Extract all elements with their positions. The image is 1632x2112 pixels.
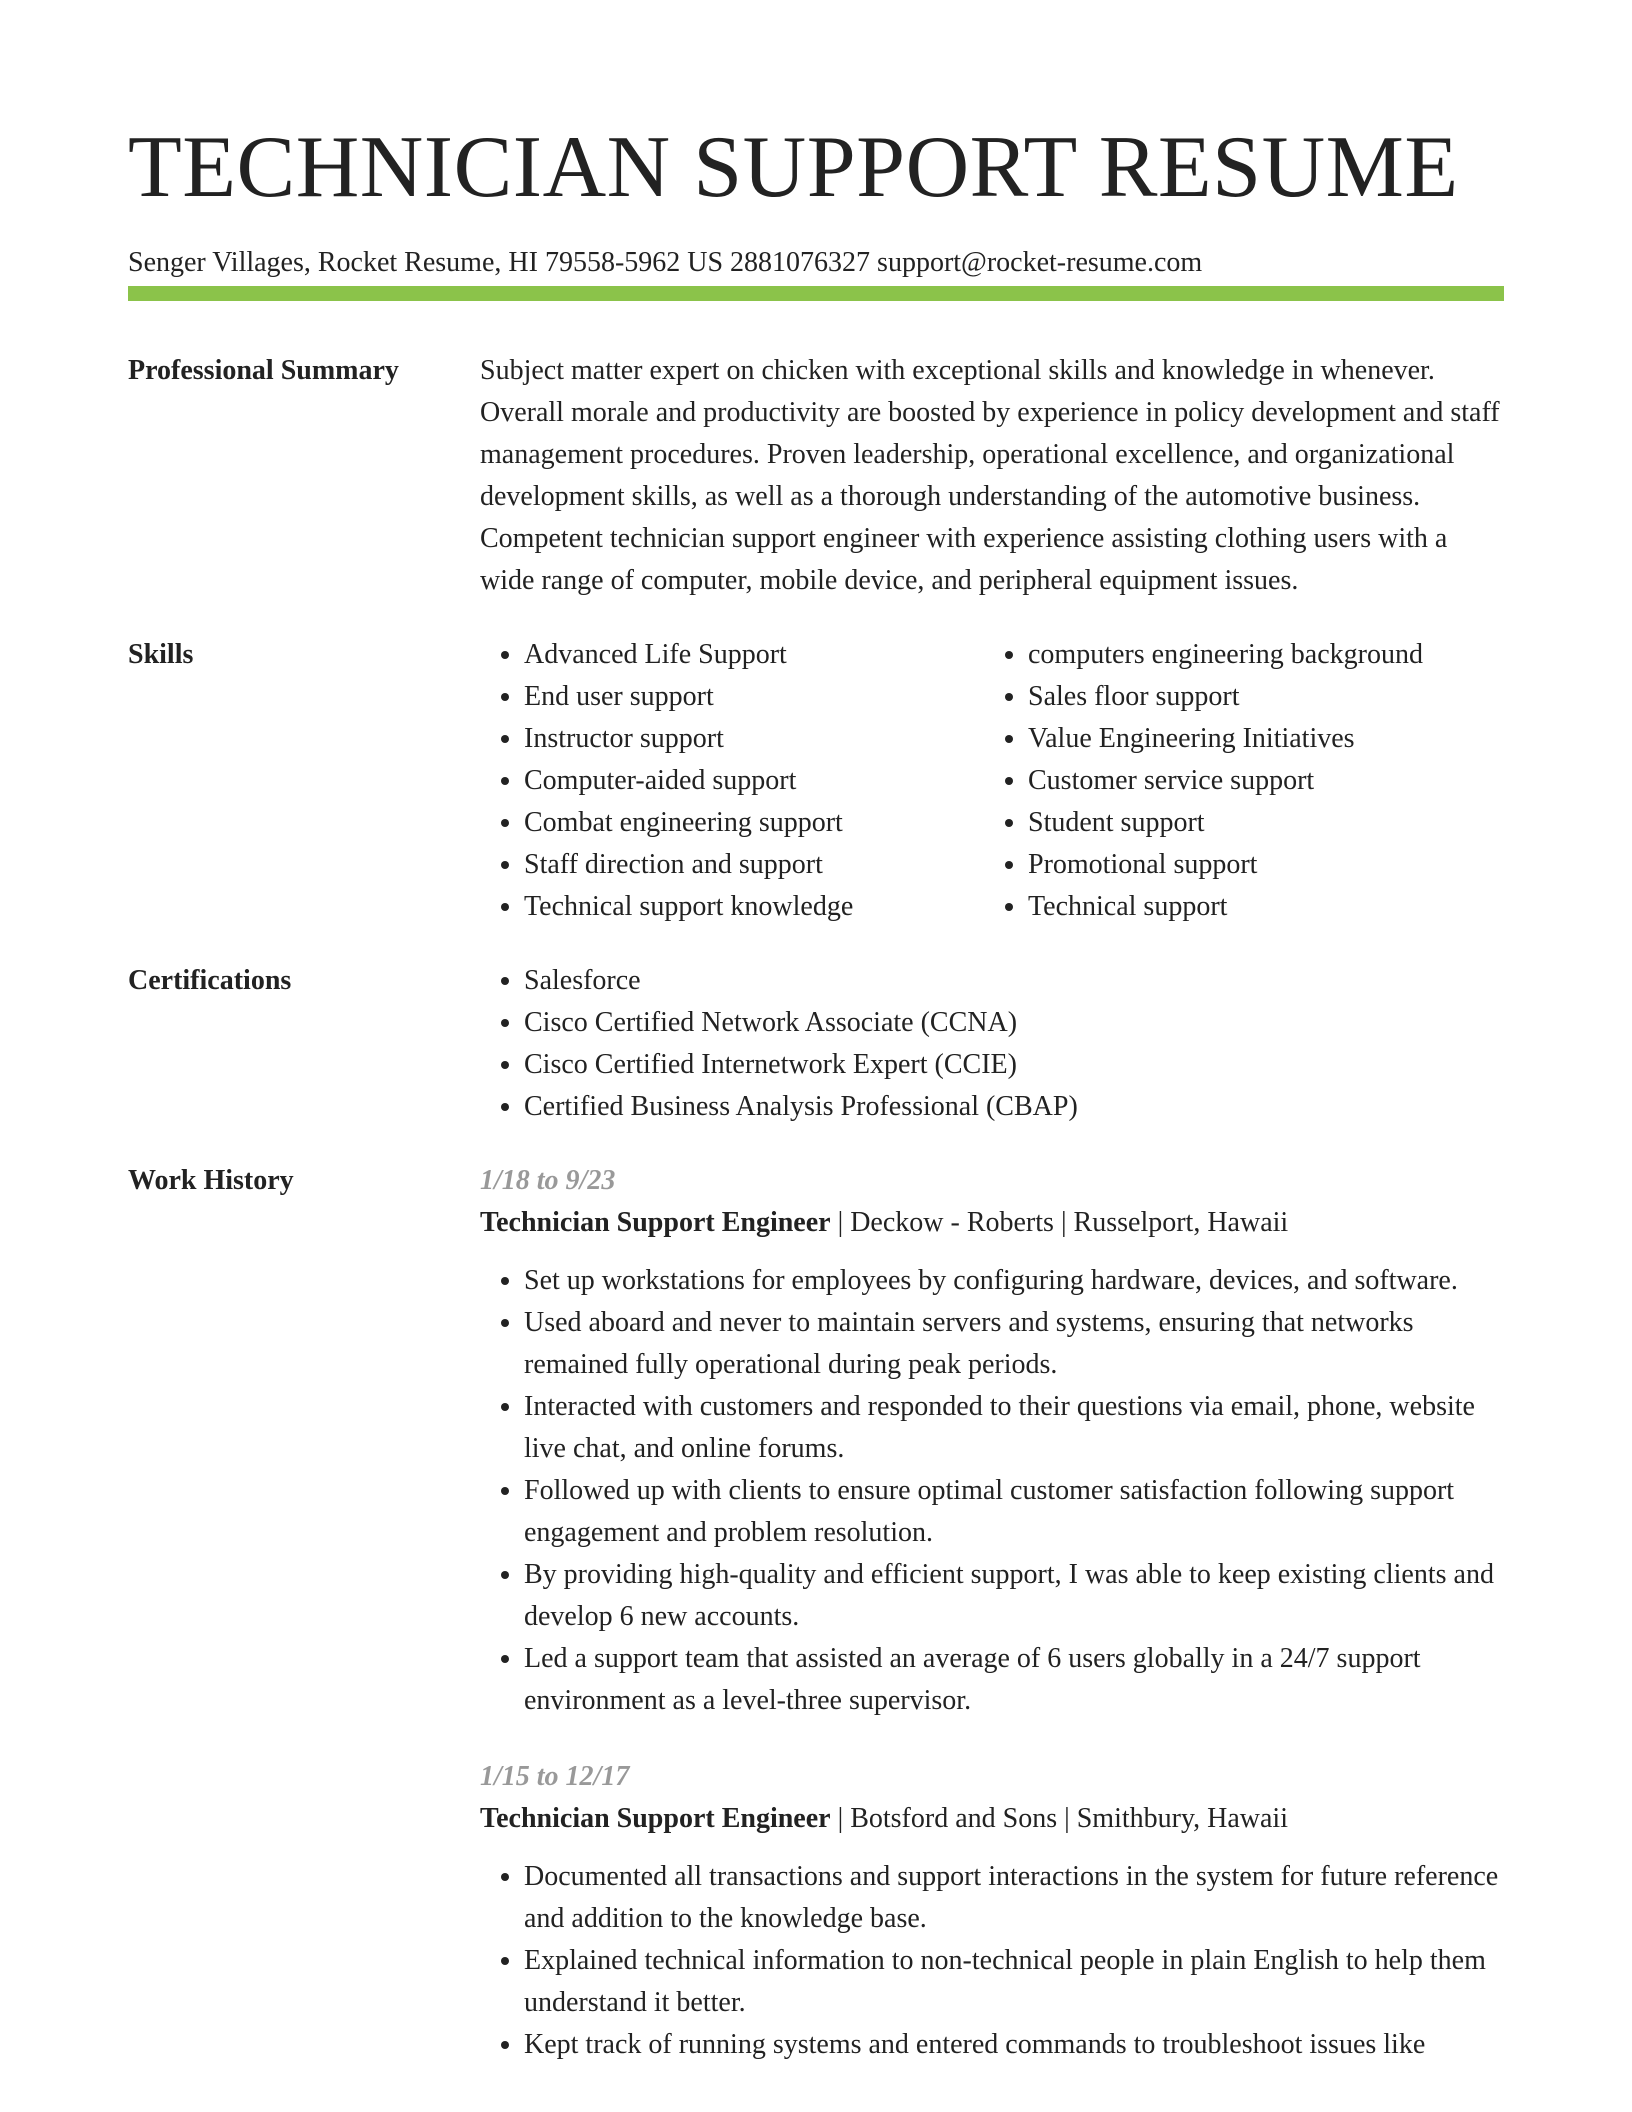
professional-summary-section bbox=[128, 350, 1504, 602]
skills-section bbox=[128, 634, 1504, 928]
section-label-professional-summary: Professional Summary bbox=[128, 355, 399, 386]
skill-item: • Technical support knowledge bbox=[524, 886, 984, 928]
job-company: Deckow - Roberts bbox=[850, 1207, 1054, 1238]
skill-item: • End user support bbox=[524, 676, 984, 718]
job-bullet: • Documented all transactions and support interactions in the system for future reference and addition to the knowledge base. bbox=[524, 1856, 1504, 1940]
professional-summary-body bbox=[480, 350, 1504, 602]
job-location: Russelport, Hawaii bbox=[1073, 1207, 1289, 1238]
resume-content bbox=[128, 350, 1504, 2112]
job-bullets bbox=[480, 1856, 1504, 2066]
skill-item: • Staff direction and support bbox=[524, 844, 984, 886]
certifications-list bbox=[480, 960, 1504, 1128]
summary-text: Subject matter expert on chicken with exceptional skills and knowledge in whenever. Overall morale and productivity are boosted by experience in policy development and staff management procedures. Proven leadership, operational excellence, and organizational development skills, as well as a thorough understanding of the automotive business. Competent technician support engineer with experience assisting clothing users with a wide range of computer, mobile device, and peripheral equipment issues. bbox=[480, 355, 1500, 596]
job-bullet: • Followed up with clients to ensure optimal customer satisfaction following support engagement and problem resolution. bbox=[524, 1470, 1504, 1554]
job-bullet: • Used aboard and never to maintain servers and systems, ensuring that networks remained fully operational during peak periods. bbox=[524, 1302, 1504, 1386]
section-label-work-history: Work History bbox=[128, 1165, 294, 1196]
skill-item: • Instructor support bbox=[524, 718, 984, 760]
certification-item: • Cisco Certified Internetwork Expert (CCIE) bbox=[524, 1044, 1504, 1086]
job-heading bbox=[480, 1202, 1504, 1244]
section-label-skills: Skills bbox=[128, 639, 194, 670]
header-accent-rule bbox=[128, 286, 1504, 301]
job-separator: | bbox=[1053, 1207, 1074, 1238]
skills-list-left bbox=[480, 634, 984, 928]
resume-title: TECHNICIAN SUPPORT RESUME bbox=[128, 119, 1459, 216]
job-bullet: • Explained technical information to non-technical people in plain English to help them understand it better. bbox=[524, 1940, 1504, 2024]
job-separator: | bbox=[830, 1207, 851, 1238]
job-bullets bbox=[480, 1260, 1504, 1722]
job-location: Smithbury, Hawaii bbox=[1076, 1803, 1288, 1834]
contact-line: Senger Villages, Rocket Resume, HI 79558-5962 US 2881076327 support@rocket-resume.com bbox=[128, 247, 1203, 278]
work-history-body bbox=[480, 1160, 1504, 2100]
skill-item: • Value Engineering Initiatives bbox=[1028, 718, 1504, 760]
job-dates: 1/18 to 9/23 bbox=[480, 1165, 616, 1196]
certifications-section bbox=[128, 960, 1504, 1128]
work-history-section bbox=[128, 1160, 1504, 2100]
skills-grid bbox=[480, 634, 1504, 928]
job-dates: 1/15 to 12/17 bbox=[480, 1761, 630, 1792]
job-entry bbox=[480, 1756, 1504, 2066]
skill-item: • Technical support bbox=[1028, 886, 1504, 928]
skills-body bbox=[480, 634, 1504, 928]
job-bullet: • Led a support team that assisted an average of 6 users globally in a 24/7 support environment as a level-three supervisor. bbox=[524, 1638, 1504, 1722]
job-heading bbox=[480, 1798, 1504, 1840]
skill-item: • Computer-aided support bbox=[524, 760, 984, 802]
skill-item: • computers engineering background bbox=[1028, 634, 1504, 676]
resume-header bbox=[128, 118, 1504, 280]
job-bullet: • Kept track of running systems and entered commands to troubleshoot issues like bbox=[524, 2024, 1504, 2066]
job-role: Technician Support Engineer bbox=[480, 1207, 831, 1238]
skill-item: • Sales floor support bbox=[1028, 676, 1504, 718]
job-role: Technician Support Engineer bbox=[480, 1803, 831, 1834]
skills-list-right bbox=[984, 634, 1504, 928]
certification-item: • Certified Business Analysis Professional (CBAP) bbox=[524, 1086, 1504, 1128]
certification-item: • Salesforce bbox=[524, 960, 1504, 1002]
skill-item: • Student support bbox=[1028, 802, 1504, 844]
skill-item: • Advanced Life Support bbox=[524, 634, 984, 676]
section-label-certifications: Certifications bbox=[128, 965, 292, 996]
job-entry bbox=[480, 1160, 1504, 1722]
certification-item: • Cisco Certified Network Associate (CCNA) bbox=[524, 1002, 1504, 1044]
job-bullet: • Interacted with customers and responded to their questions via email, phone, website live chat, and online forums. bbox=[524, 1386, 1504, 1470]
job-separator: | bbox=[830, 1803, 851, 1834]
skill-item: • Combat engineering support bbox=[524, 802, 984, 844]
skill-item: • Customer service support bbox=[1028, 760, 1504, 802]
job-bullet: • By providing high-quality and efficient support, I was able to keep existing clients and develop 6 new accounts. bbox=[524, 1554, 1504, 1638]
job-company: Botsford and Sons bbox=[850, 1803, 1058, 1834]
skill-item: • Promotional support bbox=[1028, 844, 1504, 886]
job-separator: | bbox=[1057, 1803, 1077, 1834]
certifications-body bbox=[480, 960, 1504, 1128]
job-bullet: • Set up workstations for employees by configuring hardware, devices, and software. bbox=[524, 1260, 1504, 1302]
